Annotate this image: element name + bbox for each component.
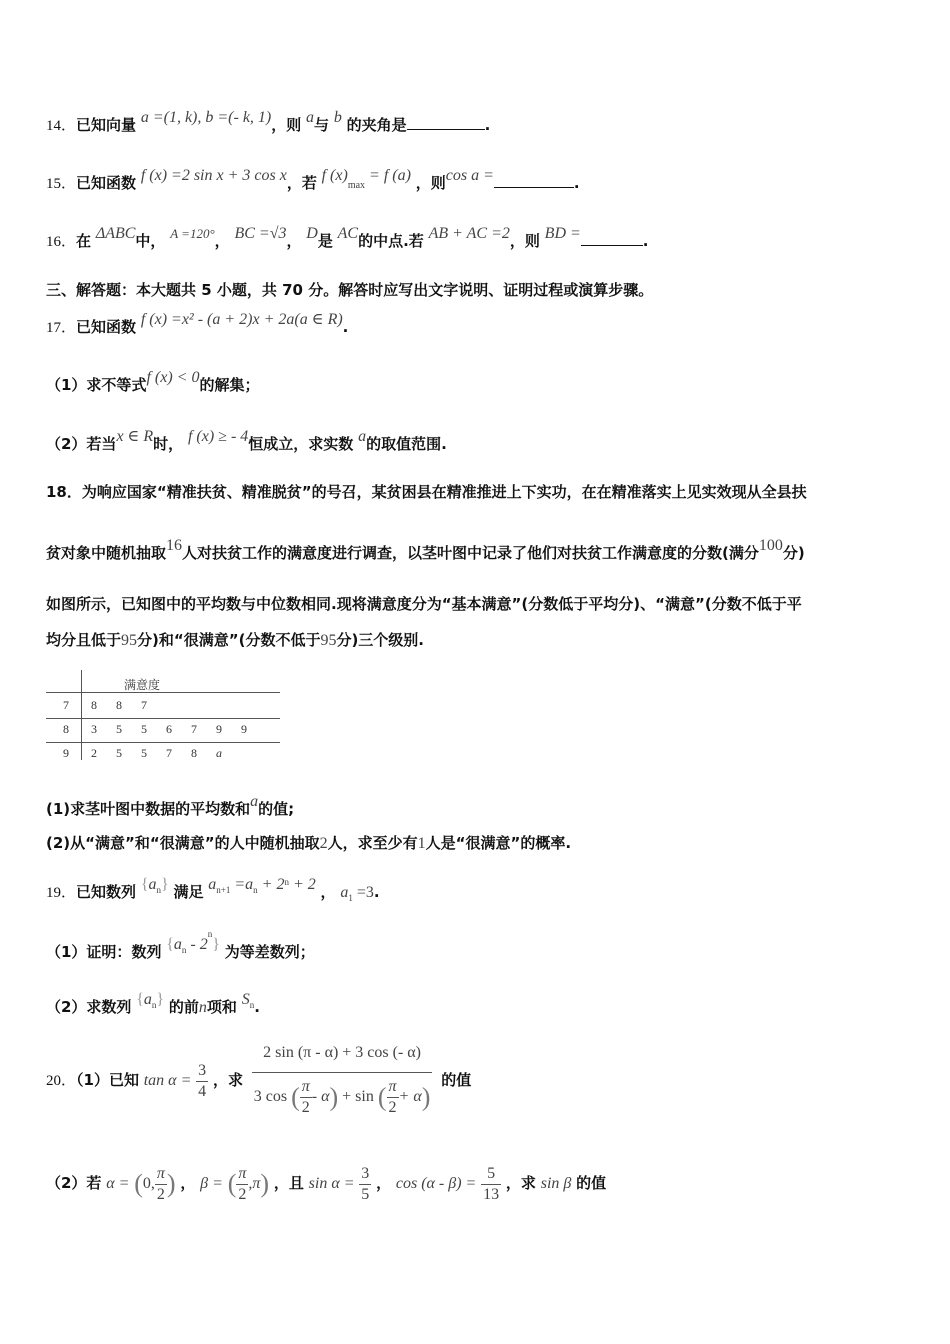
question-20-part-1: 20．（1）已知 tan α = $\frac{3}{4}$ ，求 2 sin (π - α) + 3 cos (- α) 3 cos ( $\frac{\pi}{2}$ - α) + sin ( $\frac{\pi}{2}$ + α) 的值	[46, 1040, 471, 1120]
table-header: 满意度	[124, 678, 161, 692]
question-15: 15．已知函数 f (x) =2 sin x + 3 cos x，若 f (x)max = f (a) ，则cos a = .	[46, 167, 580, 192]
leaf-cell: 3	[91, 722, 97, 736]
stem-leaf-table	[46, 668, 280, 768]
fraction: $\frac{5}{13}$	[483, 1164, 500, 1203]
question-19: 19．已知数列 $\{a_n\}$ 满足 $a_{n+1} =a_n + 2^n + 2$ ， $a_1 =3$.	[46, 876, 380, 903]
leaf-cell: 2	[91, 746, 97, 760]
big-fraction: 2 sin (π - α) + 3 cos (- α) 3 cos ( $\frac{\pi}{2}$ - α) + sin ( $\frac{\pi}{2}$ + α)	[252, 1040, 433, 1121]
question-18-line-4: 均分且低于95分)和“很满意”(分数不低于95分)三个级别.	[46, 631, 425, 649]
leaf-cell: 5	[116, 746, 122, 760]
fraction: $\frac{3}{5}$	[361, 1164, 370, 1203]
answer-blank[interactable]	[581, 231, 643, 246]
question-14: 14．已知向量 a =(1, k), b =(- k, 1)，则 a与 b 的夹角是 .	[46, 109, 491, 134]
stem-divider	[81, 670, 82, 760]
row-rule	[46, 742, 280, 743]
leaf-cell: 8	[91, 698, 97, 712]
question-17-part-1: （1）求不等式f (x) < 0的解集；	[46, 369, 260, 394]
question-18-line-3: 如图所示，已知图中的平均数与中位数相同.现将满意度分为“基本满意”(分数低于平均分)、“满意”(分数不低于平	[46, 595, 802, 613]
leaf-cell: 5	[141, 746, 147, 760]
leaf-cell: 9	[241, 722, 247, 736]
row-rule	[46, 718, 280, 719]
question-19-part-1: （1）证明：数列 $\{a_n - 2^n\}$ 为等差数列；	[46, 929, 315, 961]
question-17: 17．已知函数 f (x) =x² - (a + 2)x + 2a(a ∈ R).	[46, 311, 349, 336]
question-18-sub-2: (2)从“满意”和“很满意”的人中随机抽取2人，求至少有1人是“很满意”的概率.	[46, 834, 572, 852]
fraction: $\frac{\pi}{2}$	[301, 1078, 310, 1117]
leaf-cell: 6	[166, 722, 172, 736]
leaf-cell: 7	[141, 698, 147, 712]
leaf-cell: 5	[116, 722, 122, 736]
section-heading: 三、解答题：本大题共 5 小题，共 70 分。解答时应写出文字说明、证明过程或演算步骤。	[46, 281, 654, 299]
leaf-cell: 7	[191, 722, 197, 736]
leaf-cell: a	[216, 746, 222, 760]
leaf-cell: 8	[116, 698, 122, 712]
fraction: $\frac{\pi}{2}$	[388, 1078, 397, 1117]
header-rule	[46, 692, 280, 693]
question-17-part-2: （2）若当x ∈ R时， f (x) ≥ - 4恒成立，求实数 a的取值范围.	[46, 428, 447, 453]
answer-blank[interactable]	[494, 173, 574, 188]
answer-blank[interactable]	[407, 115, 485, 130]
fraction: $\frac{\pi}{2}$	[238, 1164, 247, 1203]
question-18-sub-1: (1)求茎叶图中数据的平均数和a的值;	[46, 793, 295, 818]
question-18-line-1: 18．为响应国家“精准扶贫、精准脱贫”的号召，某贫困县在精准推进上下实功，在在精准落实上见实效现从全县扶	[46, 483, 807, 501]
stem-cell: 9	[63, 746, 69, 760]
stem-cell: 8	[63, 722, 69, 736]
leaf-cell: 5	[141, 722, 147, 736]
fraction: $\frac{\pi}{2}$	[156, 1164, 165, 1203]
leaf-cell: 9	[216, 722, 222, 736]
question-20-part-2: （2）若 α = (0, $\frac{\pi}{2}$ ) ， β = ( $\frac{\pi}{2}$ ,π) ，且 sin α = $\frac{3}{5}$ ， cos (α - β) = $\frac{5}{13}$ ，求 sin β 的值	[46, 1164, 607, 1203]
question-18-line-2: 贫对象中随机抽取16人对扶贫工作的满意度进行调查，以茎叶图中记录了他们对扶贫工作满意度的分数(满分100分)	[46, 537, 805, 562]
leaf-cell: 8	[191, 746, 197, 760]
stem-cell: 7	[63, 698, 69, 712]
question-19-part-2: （2）求数列 $\{a_n\}$ 的前n项和 $S_n$.	[46, 991, 260, 1016]
leaf-cell: 7	[166, 746, 172, 760]
question-16: 16．在 ΔABC中， A =120°， BC =√3， D是 AC的中点.若 AB + AC =2，则 BD = .	[46, 225, 649, 250]
fraction: $\frac{3}{4}$	[198, 1061, 207, 1100]
